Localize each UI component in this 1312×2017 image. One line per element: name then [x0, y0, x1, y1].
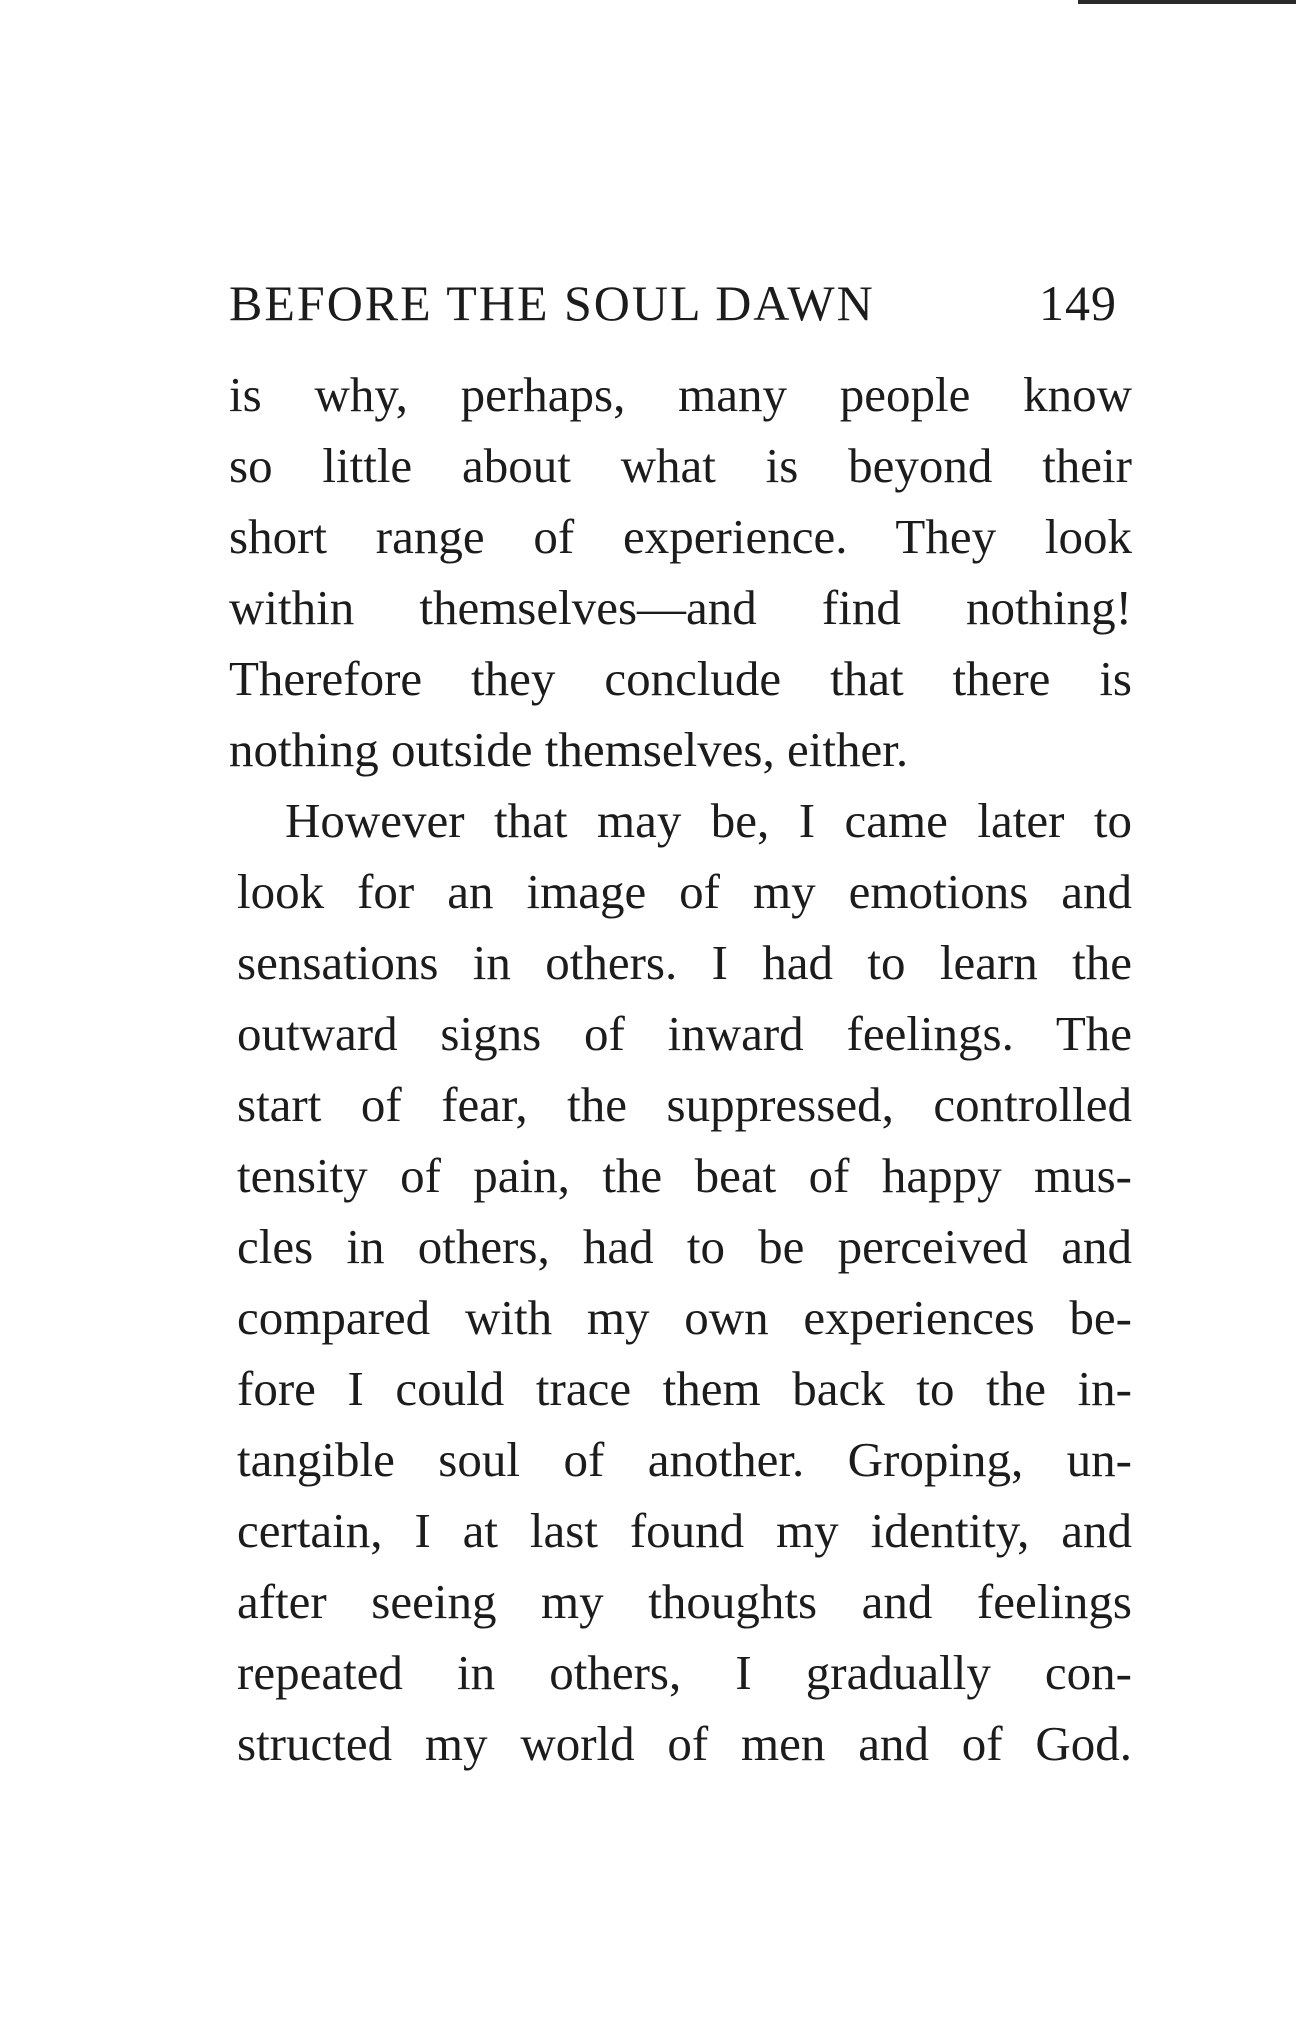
running-head: BEFORE THE SOUL DAWN [229, 275, 875, 331]
text-line: Therefore they conclude that there is [229, 651, 1132, 706]
text-line: certain, I at last found my identity, and [237, 1503, 1132, 1558]
text-line: within themselves—and find nothing! [229, 580, 1132, 635]
text-line: fore I could trace them back to the in- [237, 1361, 1132, 1416]
text-line: outward signs of inward feelings. The [237, 1006, 1132, 1061]
text-line: structed my world of men and of God. [237, 1716, 1132, 1771]
text-line: short range of experience. They look [229, 509, 1132, 564]
text-line: look for an image of my emotions and [237, 864, 1132, 919]
text-line: nothing outside themselves, either. [229, 722, 909, 777]
page-header [229, 268, 1117, 338]
text-line: so little about what is beyond their [229, 438, 1132, 493]
paragraph-start-line: However that may be, I came later to [285, 793, 1132, 848]
top-edge-rule [1078, 0, 1296, 4]
text-line: is why, perhaps, many people know [229, 367, 1132, 422]
text-line: start of fear, the suppressed, controlled [237, 1077, 1132, 1132]
text-line: tensity of pain, the beat of happy mus- [237, 1148, 1132, 1203]
text-line: sensations in others. I had to learn the [237, 935, 1132, 990]
text-line: repeated in others, I gradually con- [237, 1645, 1132, 1700]
text-line: cles in others, had to be perceived and [237, 1219, 1132, 1274]
page-number: 149 [1039, 275, 1117, 331]
text-line: compared with my own experiences be- [237, 1290, 1132, 1345]
text-line: after seeing my thoughts and feelings [237, 1574, 1132, 1629]
text-line: tangible soul of another. Groping, un- [237, 1432, 1132, 1487]
body-text [229, 359, 1132, 1779]
